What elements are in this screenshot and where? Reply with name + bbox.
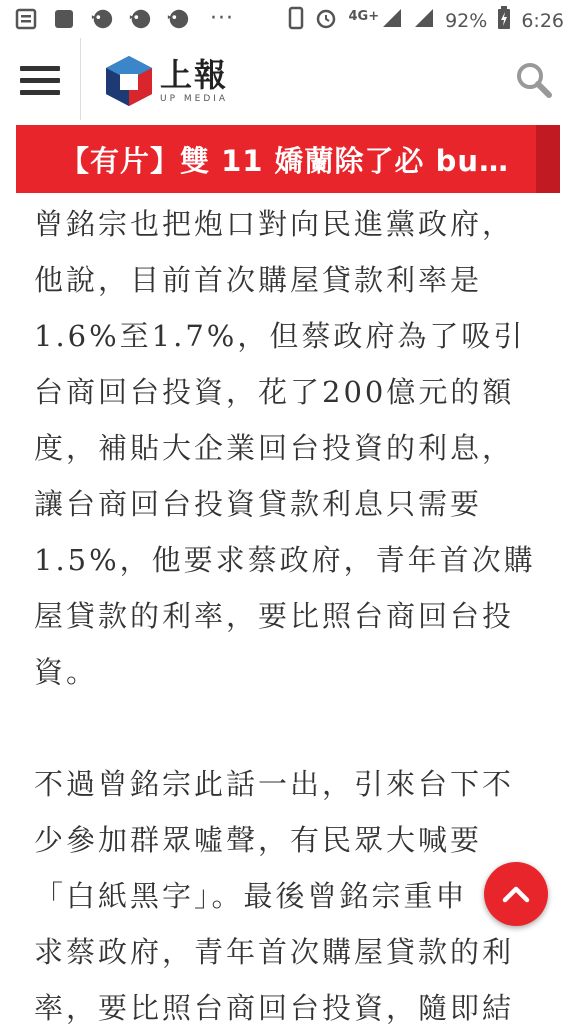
text-line: 「白紙黑字」。最後曾銘宗重申 [34,879,468,913]
article-body [34,196,546,1036]
bird-notification-icon [90,7,114,31]
text-line: 少參加群眾噓聲，有民眾大喊要 [34,823,483,857]
text-line: 1.6%至1.7%，但蔡政府為了吸引 [34,319,526,353]
text-line: 資。 [34,655,99,689]
app-notification-icon [52,7,76,31]
site-header [0,38,576,124]
header-divider [80,38,81,120]
search-icon [514,60,554,100]
chevron-up-icon [501,880,531,908]
network-type: 4G+ [348,9,380,24]
status-system [288,6,564,35]
text-line: 屋貸款的利率，要比照台商回台投 [34,599,515,633]
alarm-icon [314,6,338,35]
more-notifications-indicator: ··· [210,6,234,31]
site-logo[interactable] [104,54,228,108]
search-button[interactable] [514,60,554,100]
logo-subtitle: UP MEDIA [160,94,229,104]
promo-banner-edge [536,125,560,193]
text-line: 台商回台投資，花了200億元的額 [34,375,515,409]
text-line: 曾銘宗也把炮口對向民進黨政府， [34,207,515,241]
text-line: 不過曾銘宗此話一出，引來台下不 [34,767,515,801]
text-line: 讓台商回台投資貸款利息只需要 [34,487,483,521]
text-line: 度，補貼大企業回台投資的利息， [34,431,515,465]
menu-button[interactable] [20,66,60,98]
clock: 6:26 [521,9,564,32]
text-line: 1.5%，他要求蔡政府，青年首次購 [34,543,536,577]
battery-percent: 92% [445,9,488,32]
back-to-top-button[interactable] [484,862,548,926]
signal-icon [381,7,403,34]
vibrate-icon [288,6,304,35]
text-line: 率，要比照台商回台投資，隨即結 [34,991,515,1025]
status-bar [0,0,576,38]
logo-mark-icon [104,54,154,108]
hamburger-icon [20,66,60,71]
promo-banner-text: 【有片】雙 11 嬌蘭除了必 bu… [60,144,510,178]
article-paragraph [34,756,546,1036]
status-notifications [14,6,234,31]
text-line: 求蔡政府，青年首次購屋貸款的利 [34,935,515,969]
news-notification-icon [14,7,38,31]
signal-icon [413,7,435,34]
logo-title: 上報 [160,56,229,94]
battery-charging-icon [497,6,511,35]
promo-banner[interactable] [16,125,560,193]
text-line: 他說，目前首次購屋貸款利率是 [34,263,483,297]
article-paragraph [34,196,546,700]
bird-notification-icon [128,7,152,31]
bird-notification-icon [166,7,190,31]
